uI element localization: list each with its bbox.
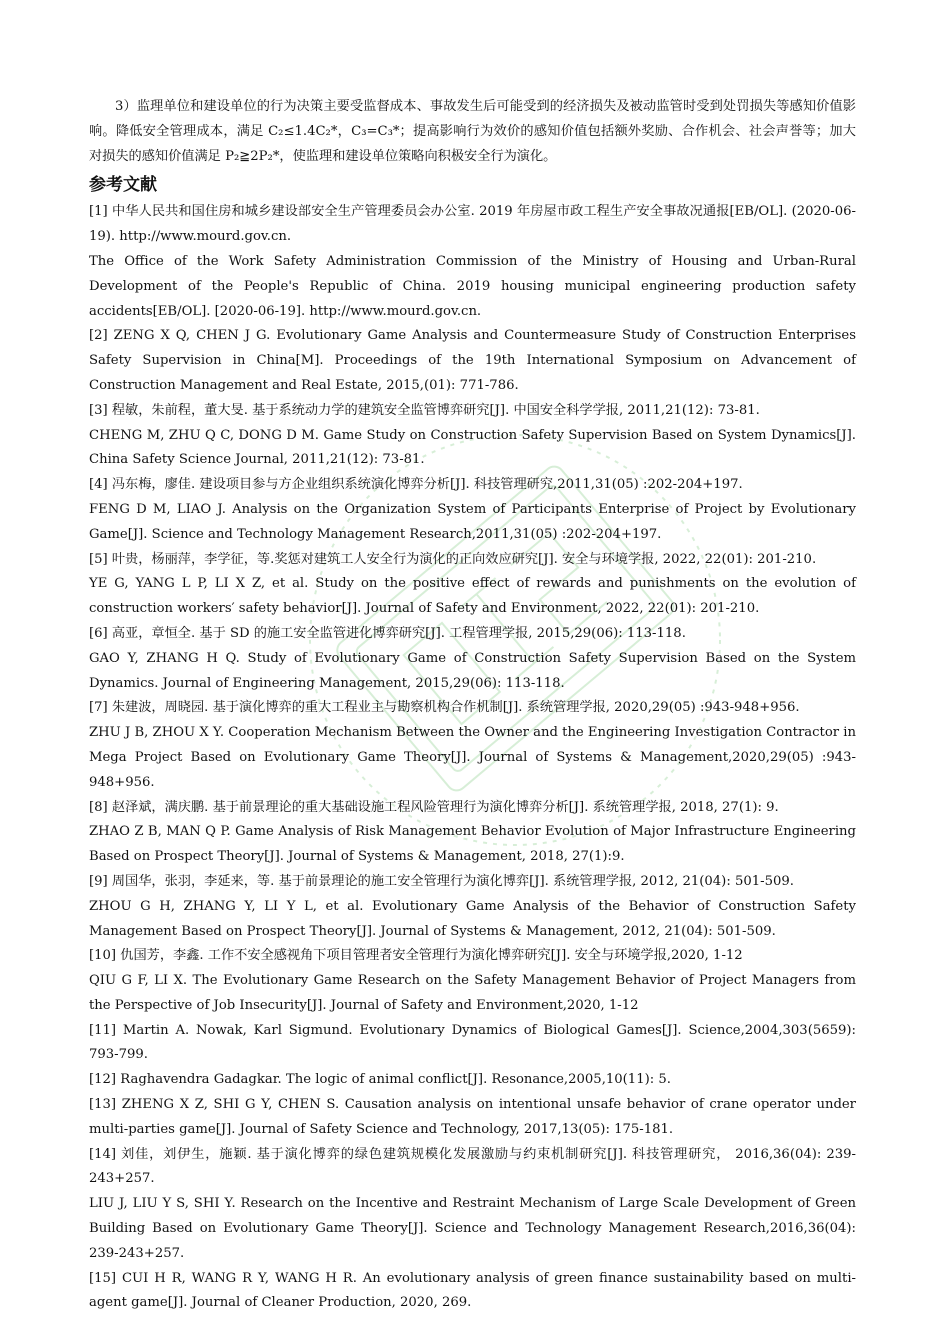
reference-entry: [13] ZHENG X Z, SHI G Y, CHEN S. Causation analysis on intentional unsafe behavior of crane operator under multi-parties game[J]. Journal of Safety Science and Technology, 2017,13(05): 175-181. — [89, 1097, 856, 1137]
reference-entry: [9] 周国华，张羽，李延来，等. 基于前景理论的施工安全管理行为演化博弈[J]. 系统管理学报, 2012, 21(04): 501-509. — [89, 873, 794, 889]
reference-list — [89, 200, 856, 1316]
reference-entry: [7] 朱建波，周晓园. 基于演化博弈的重大工程业主与勘察机构合作机制[J]. 系统管理学报, 2020,29(05) :943-948+956. — [89, 700, 800, 716]
reference-entry: [12] Raghavendra Gadagkar. The logic of animal conflict[J]. Resonance,2005,10(11): 5. — [89, 1072, 671, 1088]
reference-entry: [14] 刘佳，刘伊生，施颖. 基于演化博弈的绿色建筑规模化发展激励与约束机制研究[J]. 科技管理研究， 2016,36(04): 239-243+257. — [89, 1146, 856, 1187]
reference-entry: CHENG M, ZHU Q C, DONG D M. Game Study on Construction Safety Supervision Based on System Dynamics[J]. China Safety Science Journal, 2011,21(12): 73-81. — [89, 427, 856, 468]
conclusion-paragraph — [89, 95, 856, 169]
reference-entry: LIU J, LIU Y S, SHI Y. Research on the Incentive and Restraint Mechanism of Large Scale Development of Green Building Based on Evolutionary Game Theory[J]. Science and Technology Management Research,2016,36(04): 239-243+257. — [89, 1196, 856, 1261]
reference-entry: ZHU J B, ZHOU X Y. Cooperation Mechanism Between the Owner and the Engineering Investigation Contractor in Mega Project Based on Evolutionary Game Theory[J]. Journal of Systems & Management,2020,29(05) :943-948+956. — [89, 725, 856, 790]
reference-entry: [1] 中华人民共和国住房和城乡建设部安全生产管理委员会办公室. 2019 年房屋市政工程生产安全事故况通报[EB/OL]. (2020-06-19). http://www.mourd.gov.cn. — [89, 204, 856, 245]
reference-entry: FENG D M, LIAO J. Analysis on the Organization System of Participants Enterprise of Project by Evolutionary Game[J]. Science and Technology Management Research,2011,31(05) :202-204+197. — [89, 501, 856, 542]
reference-entry: ZHAO Z B, MAN Q P. Game Analysis of Risk Management Behavior Evolution of Major Infrastructure Engineering Based on Prospect Theory[J]. Journal of Systems & Management, 2018, 27(1):9. — [89, 824, 856, 865]
conclusion-text: 3）监理单位和建设单位的行为决策主要受监督成本、事故发生后可能受到的经济损失及被动监管时受到处罚损失等感知价值影响。降低安全管理成本，满足 C₂≤1.4C₂*，C₃=C₃*；提高影响行为效价的感知价值包括额外奖励、合作机会、社会声誉等；加大对损失的感知价值满足 P₂≧2P₂*，使监理和建设单位策略向积极安全行为演化。 — [89, 99, 856, 164]
reference-entry: [10] 仇国芳，李鑫. 工作不安全感视角下项目管理者安全管理行为演化博弈研究[J]. 安全与环境学报,2020, 1-12 — [89, 948, 743, 964]
reference-entry: The Office of the Work Safety Administration Commission of the Ministry of Housing and Urban-Rural Development of the People's Republic of China. 2019 housing municipal engineering production safety accidents[EB/OL]. [2020-06-19]. http://www.mourd.gov.cn. — [89, 253, 856, 319]
reference-entry: YE G, YANG L P, LI X Z, et al. Study on the positive effect of rewards and punishments on the evolution of construction workers′ safety behavior[J]. Journal of Safety and Environment, 2022, 22(01): 201-210. — [89, 576, 856, 617]
reference-entry: QIU G F, LI X. The Evolutionary Game Research on the Safety Management Behavior of Project Managers from the Perspective of Job Insecurity[J]. Journal of Safety and Environment,2020, 1-12 — [89, 973, 856, 1013]
reference-entry: ZHOU G H, ZHANG Y, LI Y L, et al. Evolutionary Game Analysis of the Behavior of Construction Safety Management Based on Prospect Theory[J]. Journal of Systems & Management, 2012, 21(04): 501-509. — [89, 898, 856, 939]
reference-entry: [15] CUI H R, WANG R Y, WANG H R. An evolutionary analysis of green finance sustainability based on multi-agent game[J]. Journal of Cleaner Production, 2020, 269. — [89, 1270, 856, 1311]
reference-entry: [5] 叶贵，杨丽萍，李学征，等.奖惩对建筑工人安全行为演化的正向效应研究[J]. 安全与环境学报, 2022, 22(01): 201-210. — [89, 551, 817, 567]
reference-entry: [11] Martin A. Nowak, Karl Sigmund. Evolutionary Dynamics of Biological Games[J]. Science,2004,303(5659): 793-799. — [89, 1022, 856, 1063]
reference-entry: [6] 高亚，章恒全. 基于 SD 的施工安全监管进化博弈研究[J]. 工程管理学报, 2015,29(06): 113-118. — [89, 625, 686, 641]
references-heading: 参考文献 — [89, 175, 157, 196]
reference-entry: GAO Y, ZHANG H Q. Study of Evolutionary Game of Construction Safety Supervision Based on the System Dynamics. Journal of Engineering Management, 2015,29(06): 113-118. — [89, 650, 856, 691]
reference-entry: [3] 程敏，朱前程，董大旻. 基于系统动力学的建筑安全监管博弈研究[J]. 中国安全科学学报, 2011,21(12): 73-81. — [89, 402, 760, 418]
reference-entry: [4] 冯东梅，廖佳. 建设项目参与方企业组织系统演化博弈分析[J]. 科技管理研究,2011,31(05) :202-204+197. — [89, 477, 743, 493]
reference-entry: [2] ZENG X Q, CHEN J G. Evolutionary Game Analysis and Countermeasure Study of Construction Enterprises Safety Supervision in China[M]. Proceedings of the 19th International Symposium on Advancement of Construction Management and Real Estate, 2015,(01): 771-786. — [89, 328, 856, 393]
main-content — [89, 95, 856, 1316]
reference-entry: [8] 赵泽斌，满庆鹏. 基于前景理论的重大基础设施工程风险管理行为演化博弈分析[J]. 系统管理学报, 2018, 27(1): 9. — [89, 799, 779, 815]
